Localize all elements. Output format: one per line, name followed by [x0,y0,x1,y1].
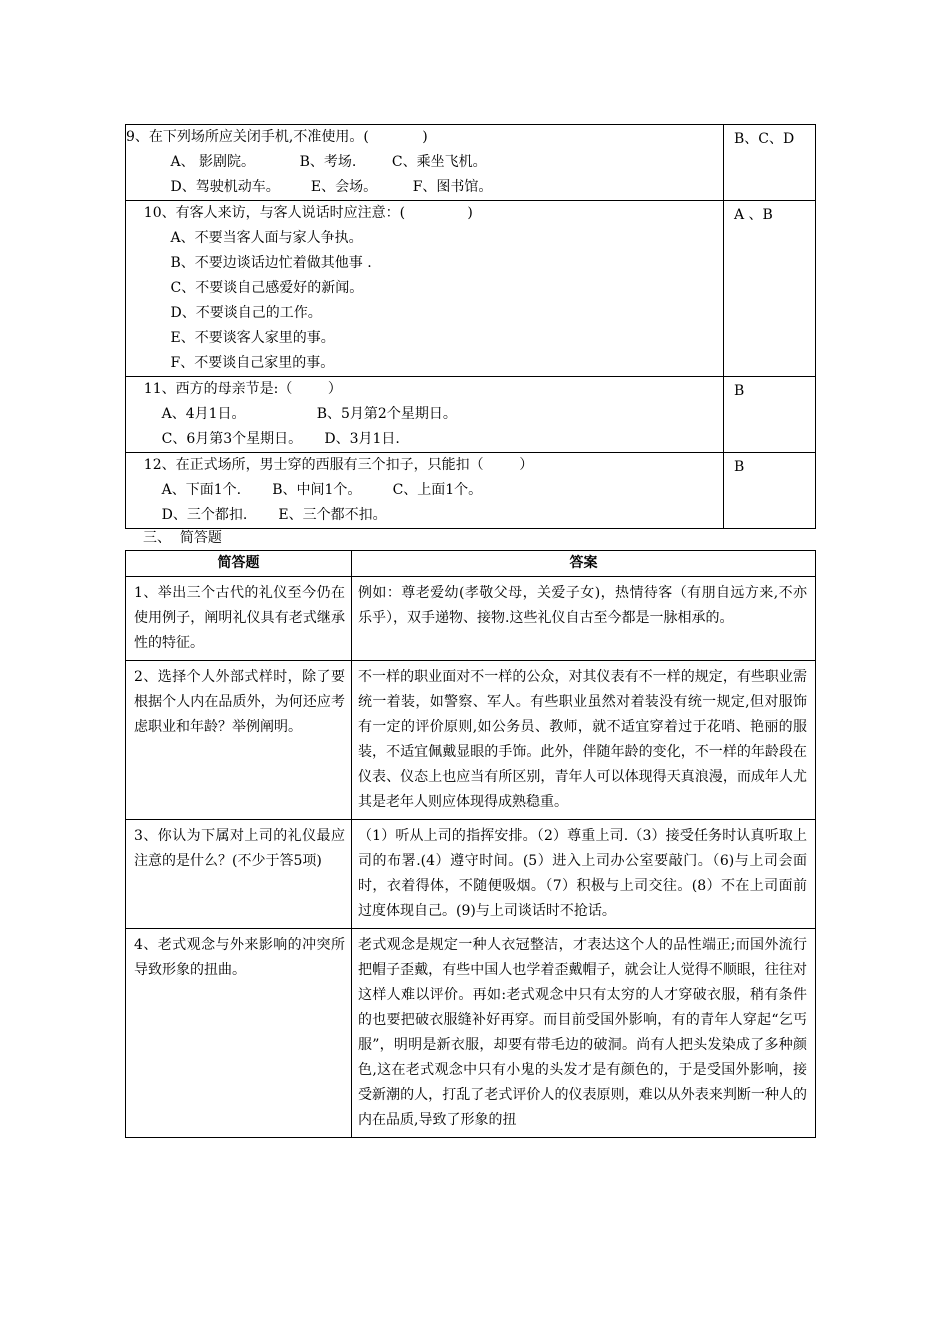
mc-row-12 [126,453,816,529]
answer-column-header: 答案 [352,551,816,577]
multiple-choice-table [125,124,816,529]
question-10-answer: A 、B [724,201,816,377]
question-10-stem: 10、有客人来访，与客人说话时应注意：( ) [126,205,473,221]
question-11-options-1: A、4月1日。 B、5月第2个星期日。 [126,406,457,422]
mc-question-cell [126,377,724,453]
question-10-option-f: F、不要谈自己家里的事。 [126,355,335,371]
short-answer-2: 不一样的职业面对不一样的公众，对其仪表有不一样的规定，有些职业需统一着装，如警察、军人。有些职业虽然对着装没有统一规定,但对服饰有一定的评价原则,如公务员、教师，就不适宜穿着过于花哨、艳丽的服装，不适宜佩戴显眼的手饰。此外，伴随年龄的变化，不一样的年龄段在仪表、仪态上也应当有所区别，青年人可以体现得天真浪漫，而成年人尤其是老年人则应体现得成熟稳重。 [352,661,816,820]
short-answer-4: 老式观念是规定一种人衣冠整洁，才表达这个人的品性端正;而国外流行把帽子歪戴，有些中国人也学着歪戴帽子，就会让人觉得不顺眼，往往对这样人难以评价。再如:老式观念中只有太穷的人才穿破衣服，稍有条件的也要把破衣服缝补好再穿。而目前受国外影响，有的青年人穿起“乞丐服”，明明是新衣服，却要有带毛边的破洞。尚有人把头发染成了多种颜色,这在老式观念中只有小鬼的头发才是有颜色的，于是受国外影响，接受新潮的人，打乱了老式评价人的仪表原则，难以从外表来判断一种人的内在品质,导致了形象的扭 [352,929,816,1138]
question-11-stem: 11、西方的母亲节是:（ ） [126,381,342,397]
question-12-options-1: A、下面1个. B、中间1个。 C、上面1个。 [126,482,483,498]
short-answer-row-2 [126,661,816,820]
mc-question-cell [126,125,724,201]
short-answer-row-4 [126,929,816,1138]
question-12-answer: B [724,453,816,529]
mc-question-cell [126,453,724,529]
short-question-1: 1、举出三个古代的礼仪至今仍在使用例子，阐明礼仪具有老式继承性的特征。 [126,577,352,661]
section-title: 三、 简答题 [143,530,222,546]
question-11-options-2: C、6月第3个星期日。 D、3月1日. [126,431,400,447]
question-10-option-c: C、不要谈自己感爱好的新闻。 [126,280,364,296]
question-9-answer: B、C、D [724,125,816,201]
short-answer-row-3 [126,820,816,929]
short-question-4: 4、老式观念与外来影响的冲突所导致形象的扭曲。 [126,929,352,1138]
question-9-options-1: A、 影剧院。 B、考场. C、乘坐飞机。 [126,154,487,170]
short-answer-header-row [126,551,816,577]
short-answer-1: 例如：尊老爱幼(孝敬父母，关爱子女)，热情待客（有朋自远方来,不亦乐乎），双手递物、接物.这些礼仪自古至今都是一脉相承的。 [352,577,816,661]
question-12-stem: 12、在正式场所，男士穿的西服有三个扣子，只能扣（ ） [126,457,534,473]
mc-row-10 [126,201,816,377]
question-12-options-2: D、三个都扣. E、三个都不扣。 [126,507,387,523]
question-10-option-d: D、不要谈自己的工作。 [126,305,322,321]
question-10-option-e: E、不要谈客人家里的事。 [126,330,335,346]
short-answer-row-1 [126,577,816,661]
short-question-2: 2、选择个人外部式样时，除了要根据个人内在品质外，为何还应考虑职业和年龄？举例阐明。 [126,661,352,820]
short-answer-3: （1）听从上司的指挥安排。（2）尊重上司.（3）接受任务时认真听取上司的布署.(4）遵守时间。(5）进入上司办公室要敲门。（6)与上司会面时，衣着得体，不随便吸烟。（7）积极与上司交往。(8）不在上司面前过度体现自己。(9)与上司谈话时不抢话。 [352,820,816,929]
question-10-option-a: A、不要当客人面与家人争执。 [126,230,363,246]
question-10-option-b: B、不要边谈话边忙着做其他事 . [126,255,372,271]
question-9-options-2: D、驾驶机动车。 E、会场。 F、图书馆。 [126,179,493,195]
short-question-3: 3、你认为下属对上司的礼仪最应注意的是什么？(不少于答5项) [126,820,352,929]
question-column-header: 简答题 [126,551,352,577]
short-answer-table [125,550,816,1138]
mc-question-cell [126,201,724,377]
question-9-stem: 9、在下列场所应关闭手机,不准使用。( ) [126,129,428,145]
mc-row-11 [126,377,816,453]
question-11-answer: B [724,377,816,453]
mc-row-9 [126,125,816,201]
